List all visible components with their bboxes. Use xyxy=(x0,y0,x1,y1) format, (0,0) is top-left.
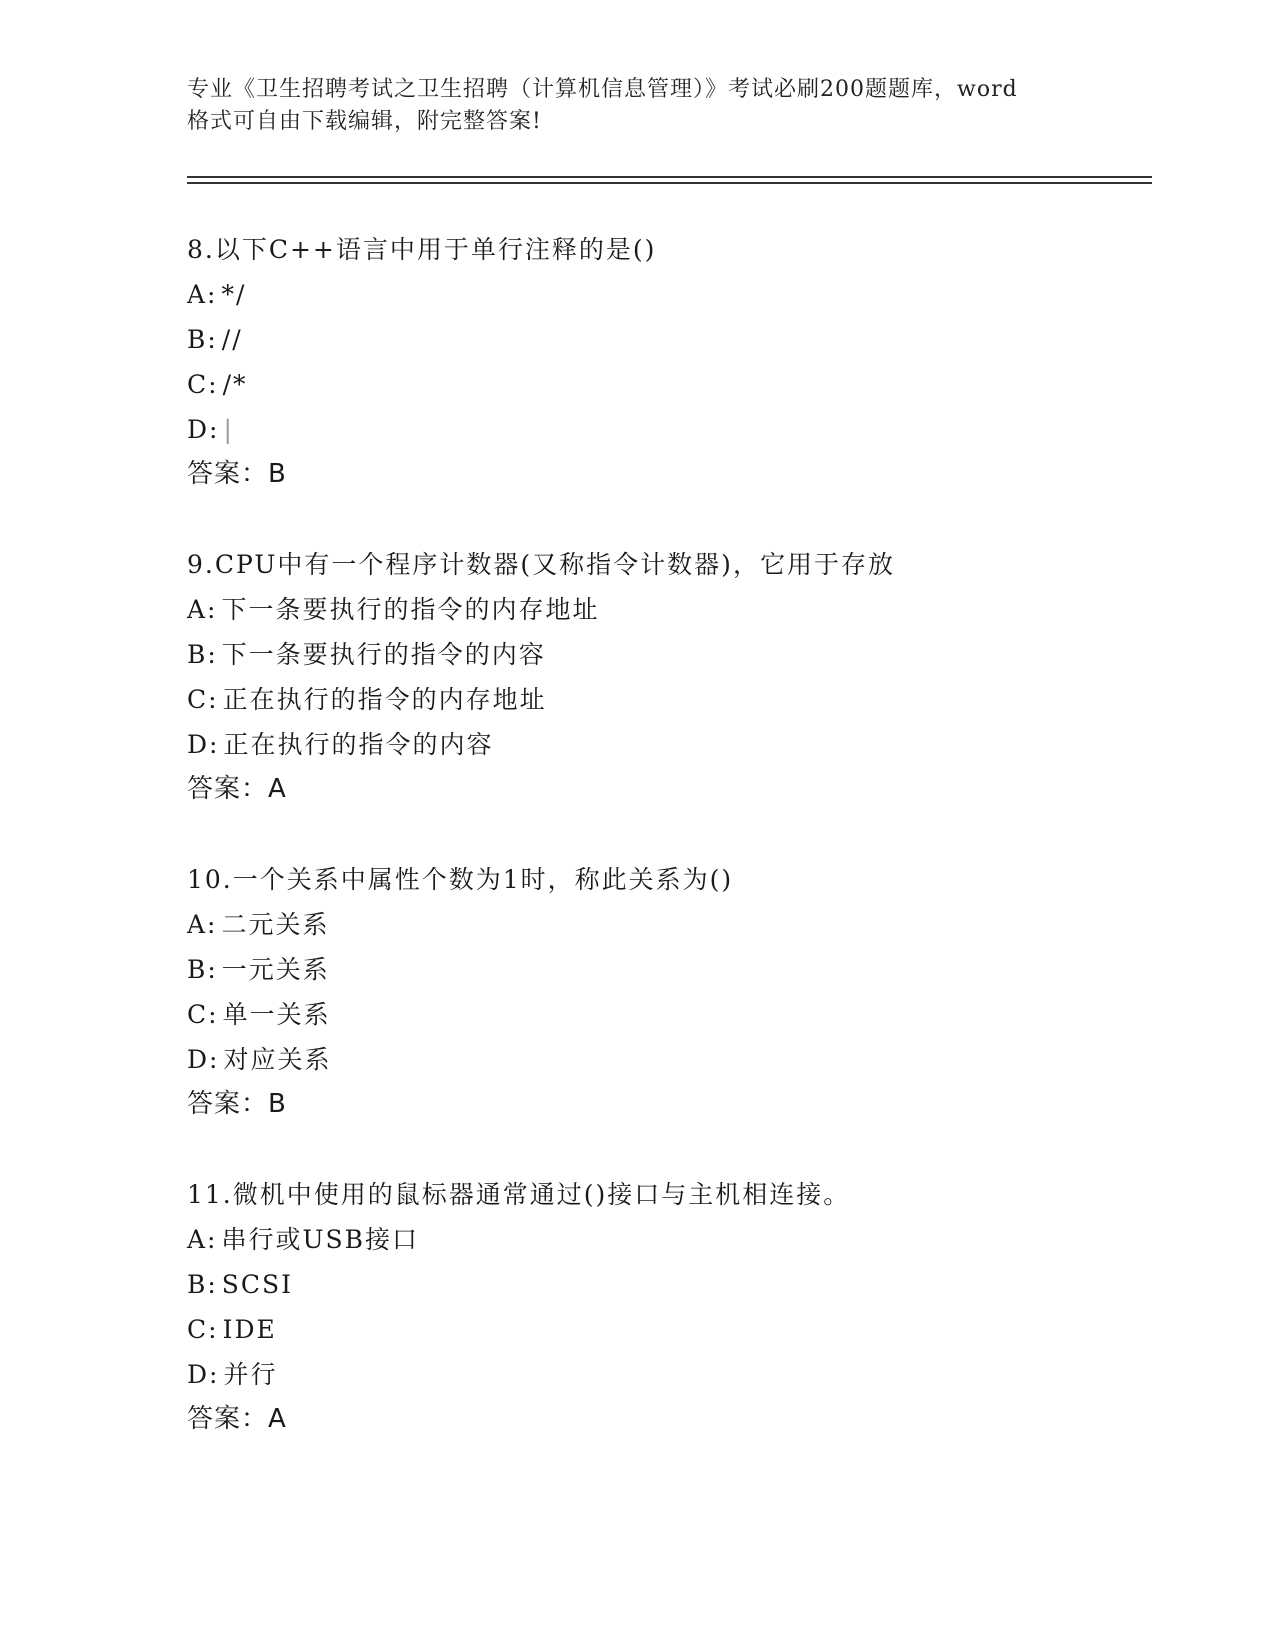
option-b xyxy=(187,1262,1147,1307)
option-key: C: xyxy=(187,370,219,399)
question-11 xyxy=(187,1172,1147,1442)
option-b xyxy=(187,947,1147,992)
answer: 答案：A xyxy=(187,1404,287,1434)
option-b xyxy=(187,632,1147,677)
option-b xyxy=(187,317,1147,362)
option-text: 一元关系 xyxy=(221,955,330,984)
option-key: B: xyxy=(187,640,218,669)
option-text: 正在执行的指令的内容 xyxy=(223,730,494,759)
option-key: B: xyxy=(187,955,218,984)
option-text: */ xyxy=(221,280,247,309)
question-stem: 11.微机中使用的鼠标器通常通过()接口与主机相连接。 xyxy=(187,1180,851,1209)
option-key: C: xyxy=(187,1315,219,1344)
option-text: 对应关系 xyxy=(223,1045,332,1074)
question-stem: 9.CPU中有一个程序计数器(又称指令计数器)，它用于存放 xyxy=(187,550,895,579)
question-10 xyxy=(187,857,1147,1127)
option-a xyxy=(187,587,1147,632)
option-d xyxy=(187,1352,1147,1397)
header-divider-top xyxy=(187,176,1152,178)
option-a xyxy=(187,902,1147,947)
option-text: 单一关系 xyxy=(222,1000,331,1029)
option-c xyxy=(187,992,1147,1037)
option-text: 并行 xyxy=(223,1360,278,1389)
option-key: C: xyxy=(187,685,219,714)
option-c xyxy=(187,1307,1147,1352)
header-line-1: 专业《卫生招聘考试之卫生招聘（计算机信息管理）》考试必刷200题题库，word xyxy=(187,77,1018,102)
question-8 xyxy=(187,227,1147,497)
option-text: 二元关系 xyxy=(221,910,330,939)
question-9 xyxy=(187,542,1147,812)
option-text: 串行或USB接口 xyxy=(221,1225,420,1254)
answer: 答案：B xyxy=(187,1089,287,1119)
option-text: IDE xyxy=(222,1315,277,1344)
option-d xyxy=(187,1037,1147,1082)
header-line-2: 格式可自由下载编辑，附完整答案! xyxy=(187,109,542,134)
question-stem: 10.一个关系中属性个数为1时，称此关系为() xyxy=(187,865,734,894)
answer: 答案：B xyxy=(187,459,287,489)
option-d xyxy=(187,722,1147,767)
option-a xyxy=(187,272,1147,317)
answer: 答案：A xyxy=(187,774,287,804)
option-a xyxy=(187,1217,1147,1262)
option-d xyxy=(187,407,1147,452)
option-key: D: xyxy=(187,1045,220,1074)
option-key: D: xyxy=(187,1360,220,1389)
option-text: /* xyxy=(222,370,248,399)
option-key: D: xyxy=(187,730,220,759)
option-key: A: xyxy=(187,910,218,939)
header-divider-bottom xyxy=(187,182,1152,184)
option-text: 下一条要执行的指令的内容 xyxy=(221,640,546,669)
option-text: // xyxy=(221,325,243,354)
option-key: B: xyxy=(187,325,218,354)
option-key: A: xyxy=(187,1225,218,1254)
document-header xyxy=(187,74,1087,138)
option-key: A: xyxy=(187,595,218,624)
option-key: C: xyxy=(187,1000,219,1029)
option-text: | xyxy=(223,415,234,444)
option-c xyxy=(187,362,1147,407)
option-text: 正在执行的指令的内存地址 xyxy=(222,685,547,714)
option-text: SCSI xyxy=(221,1270,294,1299)
option-c xyxy=(187,677,1147,722)
option-text: 下一条要执行的指令的内存地址 xyxy=(221,595,600,624)
option-key: B: xyxy=(187,1270,218,1299)
question-stem: 8.以下C++语言中用于单行注释的是() xyxy=(187,235,657,264)
option-key: A: xyxy=(187,280,218,309)
option-key: D: xyxy=(187,415,220,444)
